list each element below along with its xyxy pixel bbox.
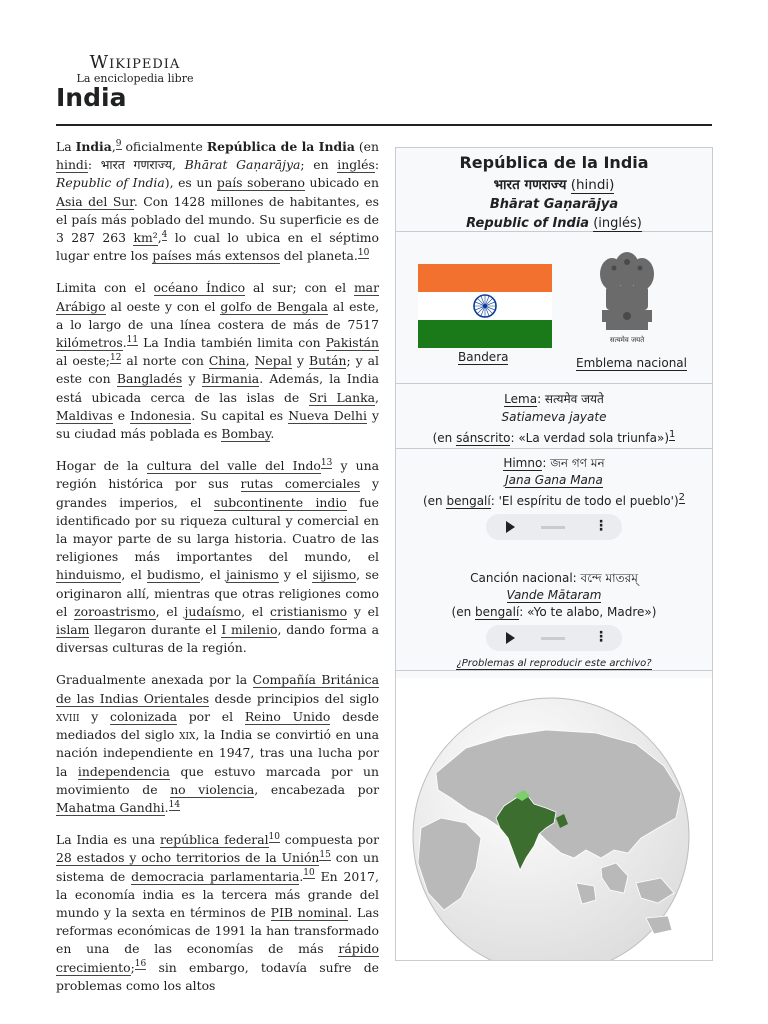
wikipedia-logo[interactable] <box>75 52 195 85</box>
link-maldivas[interactable]: Maldivas <box>56 407 113 423</box>
link-nepal[interactable]: Nepal <box>254 353 293 369</box>
infobox-symbols <box>396 232 712 384</box>
infobox <box>395 147 713 961</box>
link-jana-gana-mana[interactable]: Jana Gana Mana <box>505 473 603 487</box>
link-compania-britanica[interactable]: Compañía Británica de las Indias Orientales <box>56 672 379 706</box>
link-cristianismo[interactable]: cristianismo <box>270 603 348 619</box>
infobox-native-name <box>396 175 712 193</box>
ashoka-chakra-icon <box>474 295 496 317</box>
paragraph-intro: La India,$^9$​ oficialmente República de la India (en hindi: भारत गणराज्य, Bhārat Gaṇarājya; en inglés: Republic of India), es un país soberano ubicado en Asia del Sur. Con 1428 millones de habitantes, es el país más poblado del mundo. Su superficie es de 3 287 263 km²,$^4$​ lo cual lo ubica en el séptimo lugar entre los países más extensos del planeta.$^{10}$ <box>56 138 380 264</box>
anthem-translation: : 'El espíritu de todo el pueblo') <box>490 494 679 508</box>
emblem-caption <box>576 356 687 370</box>
paragraph-geography: Limita con el océano Índico al sur; con el mar Arábigo al oeste y con el golfo de Bengala al este, a lo largo de una línea costera de más de 7517 kilómetros.$^{11}$​ La India también limita con Pakistán al oeste;$^{12}$​ al norte con China, Nepal y Bután; y al este con Bangladés y Birmania. Además, la India está ubicada cerca de las islas de Sri Lanka, Maldivas e Indonesia. Su capital es Nueva Delhi y su ciudad más poblada es Bombay. <box>56 280 380 442</box>
link-rutas-comerciales[interactable]: rutas comerciales <box>240 476 361 492</box>
link-bengali[interactable]: bengalí <box>446 494 491 508</box>
motto-translation: : «La verdad sola triunfa») <box>510 431 670 445</box>
ref-link[interactable]: 10 <box>268 831 280 842</box>
native-name-text: भारत गणराज्य <box>493 177 567 193</box>
link-kilometros[interactable]: kilómetros <box>56 335 123 351</box>
national-emblem[interactable] <box>592 248 662 348</box>
page-title: India <box>56 83 127 112</box>
link-i-milenio[interactable]: I milenio <box>221 622 278 638</box>
link-reino-unido[interactable]: Reino Unido <box>244 708 331 724</box>
infobox-anthem <box>396 449 712 671</box>
link-paises-extensos[interactable]: países más extensos <box>152 248 280 264</box>
link-mahatma-gandhi[interactable]: Mahatma Gandhi <box>56 799 165 815</box>
spacer <box>396 544 712 570</box>
play-icon[interactable] <box>506 521 515 533</box>
ref-link[interactable]: 9 <box>115 138 122 149</box>
ref-link[interactable]: 14 <box>168 799 181 810</box>
link-sijismo[interactable]: sijismo <box>312 567 357 583</box>
link-zoroastrismo[interactable]: zoroastrismo <box>74 603 156 619</box>
flag-caption <box>458 350 508 364</box>
link-audio-help[interactable]: ¿Problemas al reproducir este archivo? <box>456 658 652 669</box>
anthem-audio-player[interactable] <box>486 514 622 540</box>
link-independencia[interactable]: independencia <box>77 763 170 779</box>
song-audio-player[interactable] <box>486 625 622 651</box>
link-sri-lanka[interactable]: Sri Lanka <box>308 389 376 405</box>
song-translation: : «Yo te alabo, Madre») <box>519 605 657 619</box>
motto-native: सत्यमेव जयते <box>544 392 604 406</box>
link-democracia-parlamentaria[interactable]: democracia parlamentaria <box>131 868 300 884</box>
link-birmania[interactable]: Birmania <box>201 371 260 387</box>
ref-link[interactable]: 1 <box>669 429 676 440</box>
paragraph-independence: Gradualmente anexada por la Compañía Británica de las Indias Orientales desde principios del siglo xviii y colonizada por el Reino Unido desde mediados del siglo xix, la India se convirtió en una nación independiente en 1947, tras una lucha por la independencia que estuvo marcada por un movimiento de no violencia, encabezada por Mahatma Gandhi.$^{14}$ <box>56 672 380 815</box>
link-colonizada[interactable]: colonizada <box>110 708 178 724</box>
motto-translit: Satiameva jayate <box>501 410 607 424</box>
anthem-name <box>396 472 712 489</box>
link-golfo-bengala[interactable]: golfo de Bengala <box>220 298 328 314</box>
link-indonesia[interactable]: Indonesia <box>130 407 192 423</box>
link-pais-soberano[interactable]: país soberano <box>216 175 305 191</box>
song-line: Canción nacional: বন্দে মাতরম্ <box>470 571 638 585</box>
song-translation-line <box>396 604 712 621</box>
link-judaismo[interactable]: judaísmo <box>184 603 242 619</box>
ref-link[interactable]: 10 <box>303 868 315 879</box>
link-mar-arabigo[interactable]: mar Arábigo <box>56 280 379 314</box>
link-bandera[interactable]: Bandera <box>458 350 509 364</box>
play-icon[interactable] <box>506 632 515 644</box>
link-sanscrito[interactable]: sánscrito <box>456 431 511 445</box>
link-butan[interactable]: Bután <box>309 353 347 369</box>
song-native: বন্দে মাতরম্ <box>580 571 638 585</box>
link-no-violencia[interactable]: no violencia <box>170 781 255 797</box>
emblem-body <box>606 286 648 310</box>
anthem-native: জন গণ মন <box>550 456 605 470</box>
link-republica-federal[interactable]: república federal <box>159 832 269 848</box>
ref-link[interactable]: 12 <box>109 353 122 364</box>
motto-line: Lema: सत्यमेव जयते <box>504 392 604 406</box>
infobox-translit: Bhārat Gaṇarājya <box>489 197 619 212</box>
wikipedia-tagline: La enciclopedia libre <box>76 72 194 85</box>
link-budismo[interactable]: budismo <box>146 567 201 583</box>
infobox-header <box>396 148 712 232</box>
india-flag[interactable] <box>418 264 552 348</box>
ref-link[interactable]: 11 <box>126 334 139 345</box>
link-rapido-crecimiento[interactable]: rápido crecimiento <box>56 941 379 975</box>
ref-link[interactable]: 15 <box>319 850 331 861</box>
title-divider <box>56 124 712 126</box>
ref-link[interactable]: 4 <box>161 229 168 240</box>
ref-link[interactable]: 2 <box>678 492 686 503</box>
link-bengali-2[interactable]: bengalí <box>475 605 520 619</box>
audio-help <box>396 655 712 672</box>
flag-green-band <box>418 320 552 348</box>
link-km2[interactable]: km² <box>133 230 158 246</box>
link-estados-territorios[interactable]: 28 estados y ocho territorios de la Unión <box>56 850 320 866</box>
ref-link[interactable]: 16 <box>134 959 147 970</box>
link-hindi-lang[interactable]: (hindi) <box>570 177 615 193</box>
link-banglades[interactable]: Bangladés <box>116 371 183 387</box>
song-name <box>396 587 712 604</box>
link-jainismo[interactable]: jainismo <box>225 567 279 583</box>
link-asia-del-sur[interactable]: Asia del Sur <box>56 193 134 209</box>
motto-lang-prefix: (en <box>432 431 457 445</box>
anthem-translation-line <box>396 489 712 510</box>
infobox-official-name: República de la India <box>459 153 649 172</box>
orthographic-map[interactable] <box>396 678 712 960</box>
audio-progress-bar[interactable] <box>541 526 565 529</box>
link-ingles-lang[interactable]: (inglés) <box>593 216 642 231</box>
wikipedia-wordmark: Wikipedia <box>89 52 181 73</box>
infobox-motto <box>396 384 712 449</box>
more-options-icon[interactable]: ⋮ <box>594 629 608 645</box>
ref-link[interactable]: 10 <box>357 248 370 259</box>
link-vande-mataram[interactable]: Vande Mātaram <box>506 588 602 602</box>
link-pib-nominal[interactable]: PIB nominal <box>270 904 349 920</box>
link-hinduismo[interactable]: hinduismo <box>56 567 122 583</box>
paragraph-history: Hogar de la cultura del valle del Indo$^{13}$​ y una región histórica por sus rutas comerciales y grandes imperios, el subcontinente indio fue identificado por su riqueza cultural y comercial en la mayor parte de su larga historia. Cuatro de las religiones más importantes del mundo, el hinduismo, el budismo, el jainismo y el sijismo, se originaron allí, mientras que otras religiones como el zoroastrismo, el judaísmo, el cristianismo y el islam llegaron durante el I milenio, dando forma a diversas culturas de la región. <box>56 458 380 656</box>
link-ingles[interactable]: inglés <box>337 157 375 173</box>
song-label: Canción nacional <box>470 571 573 585</box>
emblem-base <box>606 322 648 330</box>
link-emblema[interactable]: Emblema nacional <box>576 356 687 370</box>
emblem-lion-right <box>630 258 654 290</box>
flag-saffron-band <box>418 264 552 292</box>
audio-progress-bar[interactable] <box>541 637 565 640</box>
anthem-lang-prefix: (en <box>422 494 447 508</box>
link-himno[interactable]: Himno <box>503 456 543 470</box>
english-name-text: Republic of India <box>466 216 590 231</box>
link-cultura-indo[interactable]: cultura del valle del Indo <box>146 458 321 474</box>
link-subcontinente-indio[interactable]: subcontinente indio <box>213 494 347 510</box>
song-lang-prefix: (en <box>451 605 476 619</box>
link-nueva-delhi[interactable]: Nueva Delhi <box>288 407 367 423</box>
infobox-english-name <box>396 216 712 231</box>
link-lema[interactable]: Lema <box>504 392 538 406</box>
link-china[interactable]: China <box>208 353 246 369</box>
link-oceano-indico[interactable]: océano Índico <box>153 280 246 296</box>
link-islam[interactable]: islam <box>56 622 90 638</box>
motto-translation-line <box>396 426 712 447</box>
link-bombay[interactable]: Bombay <box>221 426 271 442</box>
article-body <box>56 138 379 1009</box>
more-options-icon[interactable]: ⋮ <box>594 518 608 534</box>
anthem-line: Himno: জন গণ মন <box>503 456 605 470</box>
paragraph-economy: La India es una república federal$^{10}$​ compuesta por 28 estados y ocho territorios de la Unión$^{15}$​ con un sistema de democracia parlamentaria.$^{10}$​ En 2017, la economía india es la tercera más grande del mundo y la sexta en términos de PIB nominal. Las reformas económicas de 1991 la han transformado en una de las economías de más rápido crecimiento;$^{16}$​ sin embargo, todavía sufre de problemas como los altos <box>56 831 380 993</box>
emblem-motto: सत्यमेव जयते <box>609 336 645 344</box>
link-pakistan[interactable]: Pakistán <box>325 335 379 351</box>
ref-link[interactable]: 13 <box>320 458 333 469</box>
link-hindi[interactable]: hindi <box>56 157 88 173</box>
